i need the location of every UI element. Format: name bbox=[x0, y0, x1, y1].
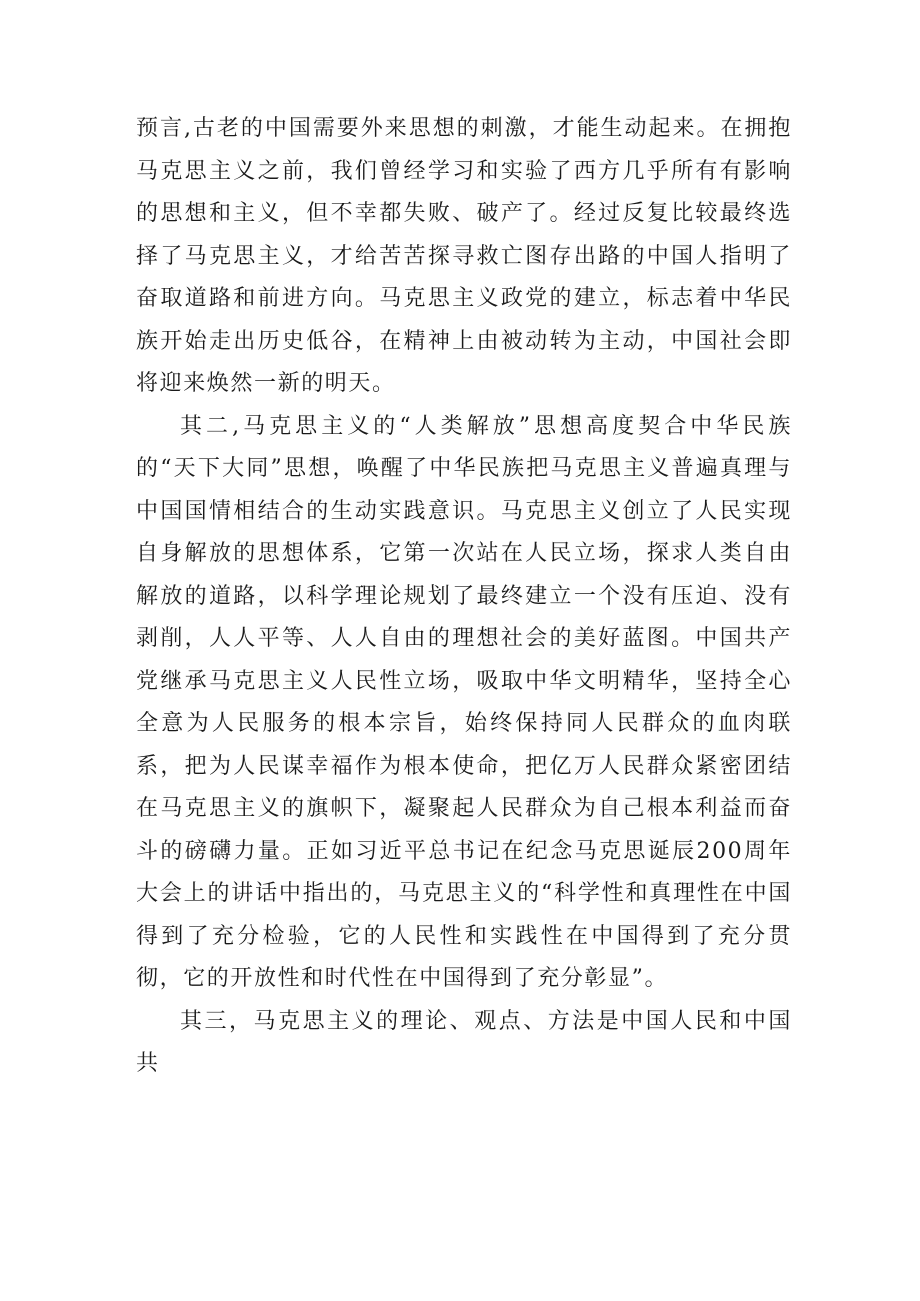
document-page bbox=[136, 108, 792, 1086]
paragraph-point-two: 其二,马克思主义的“人类解放”思想高度契合中华民族的“天下大同”思想，唤醒了中华民族把马克思主义普遍真理与中国国情相结合的生动实践意识。马克思主义创立了人民实现自身解放的思想体系，它第一次站在人民立场，探求人类自由解放的道路，以科学理论规划了最终建立一个没有压迫、没有剥削，人人平等、人人自由的理想社会的美好蓝图。中国共产党继承马克思主义人民性立场，吸取中华文明精华，坚持全心全意为人民服务的根本宗旨，始终保持同人民群众的血肉联系，把为人民谋幸福作为根本使命，把亿万人民群众紧密团结在马克思主义的旗帜下，凝聚起人民群众为自己根本利益而奋斗的磅礴力量。正如习近平总书记在纪念马克思诞辰200周年大会上的讲话中指出的，马克思主义的“科学性和真理性在中国得到了充分检验，它的人民性和实践性在中国得到了充分贯彻，它的开放性和时代性在中国得到了充分彰显”。 bbox=[136, 413, 792, 991]
paragraph-point-three: 其三，马克思主义的理论、观点、方法是中国人民和中国共 bbox=[136, 1008, 792, 1076]
paragraph-continuation: 预言,古老的中国需要外来思想的刺激，才能生动起来。在拥抱马克思主义之前，我们曾经学习和实验了西方几乎所有有影响的思想和主义，但不幸都失败、破产了。经过反复比较最终选择了马克思主义，才给苦苦探寻救亡图存出路的中国人指明了奋取道路和前进方向。马克思主义政党的建立，标志着中华民族开始走出历史低谷，在精神上由被动转为主动，中国社会即将迎来焕然一新的明天。 bbox=[136, 116, 792, 396]
